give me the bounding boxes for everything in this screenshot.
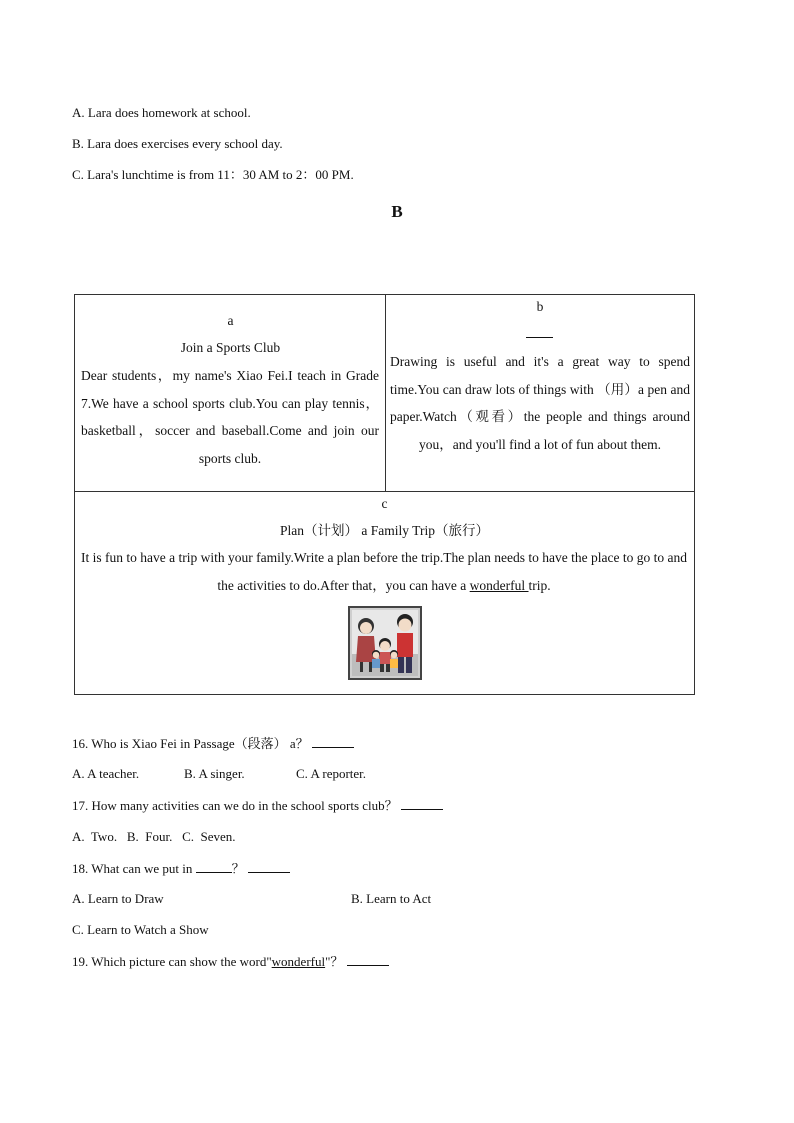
passage-b-title-blank-ref <box>196 860 232 873</box>
q16-option-c: C. A reporter. <box>296 766 367 781</box>
section-title: B <box>391 202 403 221</box>
wonderful-underlined: wonderful <box>469 577 529 593</box>
passage-c-cell <box>75 491 694 694</box>
option-c-prev: C. Lara's lunchtime is from 11：30 AM to 2：00 PM. <box>72 167 354 182</box>
answer-blank-18[interactable] <box>248 860 290 873</box>
passage-table <box>74 294 695 695</box>
question-19: 19. Which picture can show the word"wonderful"？ <box>72 953 389 970</box>
q17-options: A. Two. B. Four. C. Seven. <box>72 829 236 844</box>
q18-option-b: B. Learn to Act <box>351 891 432 906</box>
question-17: 17. How many activities can we do in the school sports club？ <box>72 797 443 814</box>
passage-a-body: Dear students，my name's Xiao Fei.I teach in Grade 7.We have a school sports club.You can play tennis，basketball，soccer and baseball.Come and join our sports club. <box>81 368 379 466</box>
answer-blank-16[interactable] <box>312 735 354 748</box>
passage-c-letter: c <box>381 496 388 511</box>
q18-option-a: A. Learn to Draw <box>72 891 164 906</box>
passage-b-title-blank <box>526 337 553 338</box>
passage-a-letter: a <box>227 313 234 328</box>
answer-blank-17[interactable] <box>401 797 443 810</box>
question-16: 16. Who is Xiao Fei in Passage（段落） a？ <box>72 735 354 752</box>
passage-b-letter: b <box>536 299 544 314</box>
passage-a-title: Join a Sports Club <box>180 340 281 355</box>
q16-option-a: A. A teacher. <box>72 766 140 781</box>
passage-c-body: It is fun to have a trip with your family.Write a plan before the trip.The plan needs to have the place to go to and the activities to do.After that，you can have a wonderful trip. <box>81 550 687 593</box>
q18-option-c: C. Learn to Watch a Show <box>72 922 209 937</box>
option-b-prev: B. Lara does exercises every school day. <box>72 136 283 151</box>
question-18: 18. What can we put in ？ <box>72 860 290 877</box>
passage-b-cell <box>386 295 694 491</box>
passage-c-title: Plan（计划） a Family Trip（旅行） <box>280 523 489 538</box>
option-a-prev: A. Lara does homework at school. <box>72 105 251 120</box>
q16-option-b: B. A singer. <box>184 766 245 781</box>
passage-b-body: Drawing is useful and it's a great way to spend time.You can draw lots of things with （用）a pen and paper.Watch（观看）the people and things around you，and you'll find a lot of fun about them. <box>390 354 690 452</box>
family-trip-picture <box>348 606 422 680</box>
passage-a-cell <box>75 295 386 491</box>
answer-blank-19[interactable] <box>347 953 389 966</box>
